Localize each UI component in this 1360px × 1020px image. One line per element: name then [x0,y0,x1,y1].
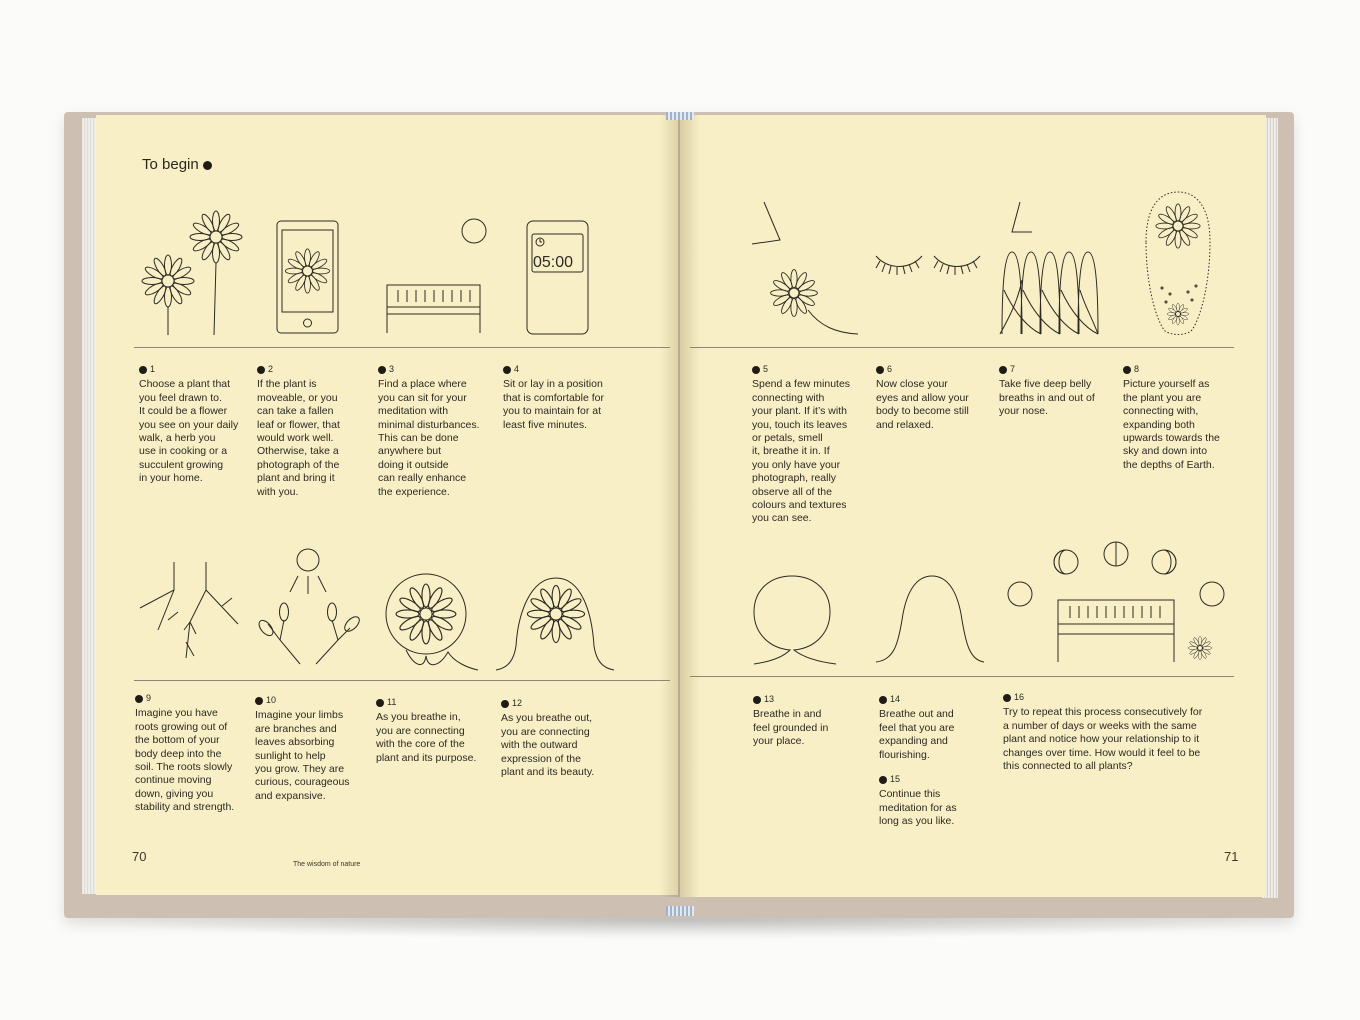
step-6 [876,363,992,432]
bench-sun-icon [384,217,494,340]
step-7 [999,363,1115,419]
phone-flower-icon [276,220,340,340]
step-text: Breathe out and feel that you are expanding and flourishing. [879,708,955,761]
step-number: 5 [763,364,769,374]
step-1 [139,363,251,486]
step-bullet [879,776,887,784]
step-bullet [257,366,265,374]
step-number: 7 [1010,364,1016,374]
step-text: Imagine your limbs are branches and leaves absorbing sunlight to help you grow. They are curious, courageous and expansive. [255,709,350,802]
step-number: 4 [514,364,520,374]
step-number: 6 [887,364,893,374]
step-number: 11 [387,697,397,707]
step-number: 3 [389,364,395,374]
step-bullet [378,366,386,374]
step-2 [257,363,369,499]
step-11 [376,696,492,765]
step-text: Breathe in and feel grounded in your place. [753,708,829,748]
body-flower-outline-icon [1140,190,1216,345]
moons-bench-icon [1004,538,1228,673]
divider-rule [134,680,670,681]
step-number: 13 [764,694,775,704]
step-number: 9 [146,693,152,703]
page-heading [142,156,212,173]
step-15 [879,773,991,829]
step-10 [255,694,367,803]
step-bullet [1003,694,1011,702]
step-bullet [501,700,509,708]
running-title: The wisdom of nature [293,861,361,868]
tailband [666,906,694,916]
step-text: Sit or lay in a position that is comfortable for you to maintain for at least five minutes. [503,378,604,431]
step-bullet [752,366,760,374]
loop-curve-icon [752,574,838,671]
step-number: 10 [266,695,277,705]
step-8 [1123,363,1239,472]
step-3 [378,363,494,499]
step-12 [501,697,617,779]
divider-rule [690,676,1234,677]
heading-bullet [203,161,212,170]
step-bullet [135,695,143,703]
belly-breath-loops-icon [1000,200,1110,341]
step-bullet [879,696,887,704]
step-bullet [139,366,147,374]
step-14 [879,693,991,762]
page-number-right: 71 [1224,849,1239,864]
step-5 [752,363,868,526]
closed-eyes-icon [874,250,986,285]
step-bullet [503,366,511,374]
step-text: If the plant is moveable, or you can take a fallen leaf or flower, that would work well. Otherwise, take a photograph of the plant and bring it with you. [257,378,340,498]
step-13 [753,693,865,749]
flower-circle-icon [384,570,480,677]
divider-rule [134,347,670,348]
page-number-left: 70 [132,849,147,864]
phone-timer-icon [526,220,590,340]
step-number: 8 [1134,364,1140,374]
book-gutter [660,115,700,897]
step-bullet [1123,366,1131,374]
step-text: Try to repeat this process consecutively for a number of days or weeks with the same plant and notice how your relationship to it changes over time. How would it feel to be this connected to all plants? [1003,706,1203,773]
step-text: Continue this meditation for as long as you like. [879,788,957,828]
branches-sun-icon [254,548,366,673]
step-16 [1003,691,1239,773]
flowers-icon [134,205,254,345]
headband [666,112,694,120]
step-number: 14 [890,694,901,704]
heading-text: To begin [142,156,199,173]
step-number: 1 [150,364,156,374]
step-text: Now close your eyes and allow your body to become still and relaxed. [876,378,969,431]
roots-icon [138,560,242,667]
step-9 [135,692,247,815]
timer-display: 05:00 [533,254,574,271]
step-text: Take five deep belly breaths in and out of your nose. [999,378,1095,418]
step-text: Find a place where you can sit for your meditation with minimal disturbances. This can be done anywhere but doing it outside can really enhance the experience. [378,378,480,498]
bell-curve-icon [874,574,986,671]
step-bullet [876,366,884,374]
step-text: As you breathe out, you are connecting with the outward expression of the plant and its beauty. [501,712,595,779]
flower-breath-icon [750,200,862,345]
step-number: 2 [268,364,274,374]
step-number: 15 [890,774,901,784]
step-number: 16 [1014,692,1025,702]
step-bullet [255,697,263,705]
step-4 [503,363,627,432]
flower-arch-icon [494,574,616,677]
step-text: Picture yourself as the plant you are connecting with, expanding both upwards towards the sky and down into the depths of Earth. [1123,378,1220,471]
step-bullet [376,699,384,707]
step-text: As you breathe in, you are connecting with the core of the plant and its purpose. [376,711,477,764]
divider-rule [690,347,1234,348]
step-text: Imagine you have roots growing out of the bottom of your body deep into the soil. The roots slowly continue moving down, giving you stability and strength. [135,707,235,814]
step-bullet [999,366,1007,374]
step-text: Spend a few minutes connecting with your plant. If it’s with you, touch its leaves or petals, smell it, breathe it in. If you only have your photograph, really observe all of the colours and textures you can see. [752,378,851,525]
step-number: 12 [512,698,523,708]
step-text: Choose a plant that you feel drawn to. It could be a flower you see on your daily walk, a herb you use in cooking or a succulent growing in your home. [139,378,239,485]
step-bullet [753,696,761,704]
